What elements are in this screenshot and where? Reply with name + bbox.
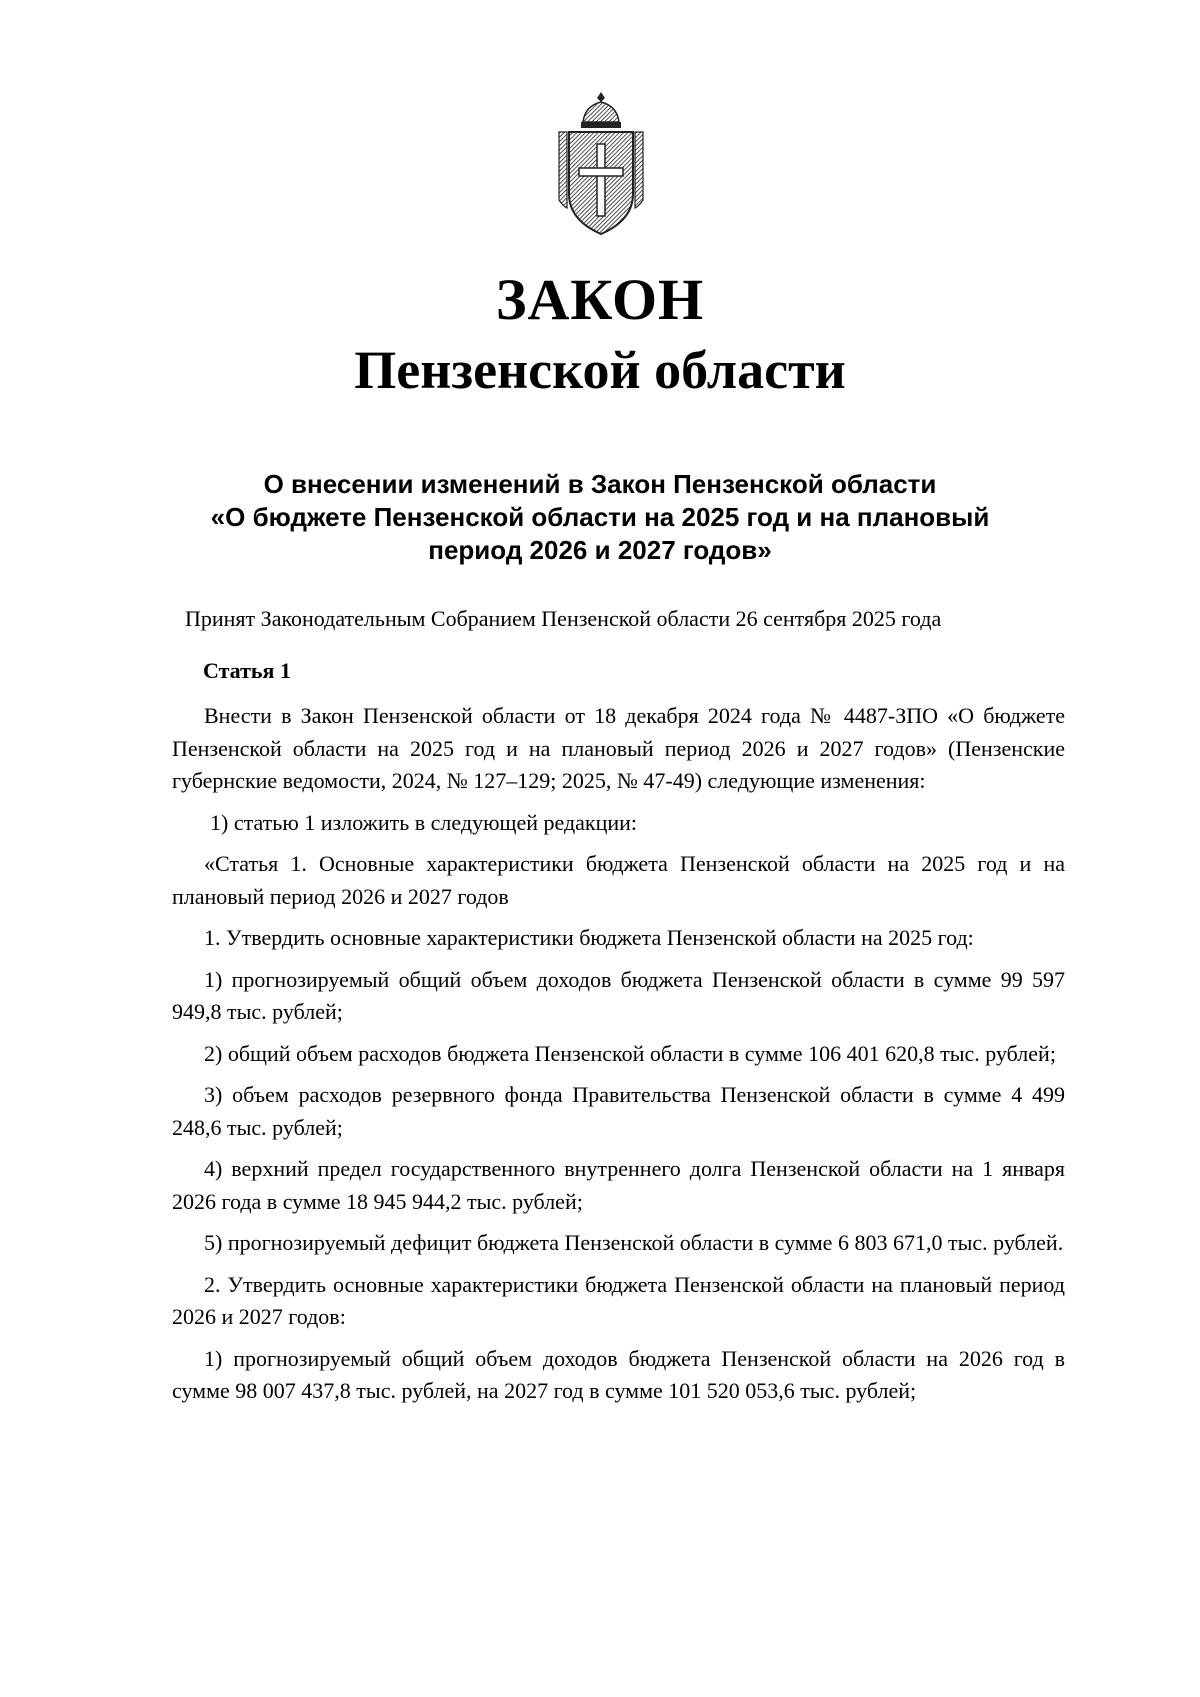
law-title: ЗАКОН — [495, 267, 705, 332]
heading-line-1: О внесении изменений в Закон Пензенской области — [263, 469, 937, 499]
adoption-note: Принят Законодательным Собранием Пензенской области 26 сентября 2025 года — [185, 606, 942, 631]
article-title: Статья 1 — [203, 658, 291, 683]
paragraph-1-item-5: 5) прогнозируемый дефицит бюджета Пензенской области в сумме 6 803 671,0 тыс. рублей. — [204, 1230, 1064, 1255]
paragraph-1-item-4: 4) верхний предел государственного внутреннего долга Пензенской области на 1 января 2026 года в сумме 18 945 944,2 тыс. рублей; — [172, 1156, 1065, 1214]
paragraph-1-item-2: 2) общий объем расходов бюджета Пензенской области в сумме 106 401 620,8 тыс. рублей; — [204, 1040, 1056, 1066]
paragraph-2: 2. Утвердить основные характеристики бюджета Пензенской области на плановый период 2026 и 2027 годов: — [172, 1271, 1065, 1329]
paragraph-1: 1. Утвердить основные характеристики бюджета Пензенской области на 2025 год: — [204, 925, 974, 950]
coat-of-arms-icon — [553, 88, 649, 240]
paragraph-2-item-1: 1) прогнозируемый общий объем доходов бюджета Пензенской области на 2026 год в сумме 98 007 437,8 тыс. рублей, на 2027 год в сумме 101 520 053,6 тыс. рублей; — [172, 1345, 1065, 1403]
quoted-article-title: «Статья 1. Основные характеристики бюджета Пензенской области на 2025 год и на плановый период 2026 и 2027 годов — [172, 851, 1065, 909]
article-body — [172, 700, 1065, 1417]
paragraph-1-item-1: 1) прогнозируемый общий объем доходов бюджета Пензенской области в сумме 99 597 949,8 тыс. рублей; — [172, 966, 1065, 1024]
amendment-item-1: 1) статью 1 изложить в следующей редакции: — [210, 809, 638, 835]
document-heading — [150, 468, 1050, 567]
heading-line-2: «О бюджете Пензенской области на 2025 год и на плановый — [210, 502, 990, 532]
law-region-title: Пензенской области — [354, 340, 846, 400]
paragraph-1-item-3: 3) объем расходов резервного фонда Правительства Пензенской области в сумме 4 499 248,6 тыс. рублей; — [172, 1082, 1065, 1140]
article-intro: Внести в Закон Пензенской области от 18 декабря 2024 года № 4487-ЗПО «О бюджете Пензенской области на 2025 год и на плановый период 2026 и 2027 годов» (Пензенские губернские ведомости, 2024, № 127–129; 2025, № 47-49) следующие изменения: — [172, 703, 1065, 793]
heading-line-3: период 2026 и 2027 годов» — [428, 535, 772, 565]
